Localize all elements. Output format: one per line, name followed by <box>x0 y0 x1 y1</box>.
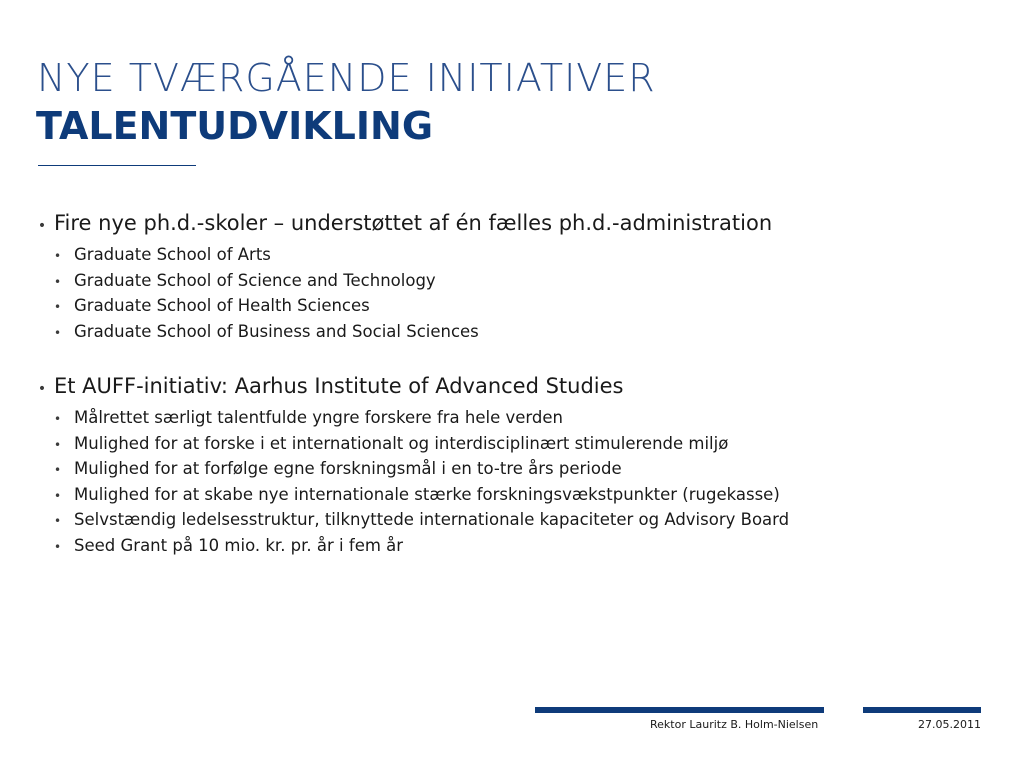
list-item <box>30 508 890 534</box>
list-item <box>30 432 890 458</box>
section-phd-schools <box>30 211 890 345</box>
list-item <box>30 294 890 320</box>
list-item <box>30 457 890 483</box>
bullet-icon: • <box>54 463 62 477</box>
slide-supertitle: NYE TVÆRGÅENDE INITIATIVER <box>37 56 656 100</box>
list-item <box>30 243 890 269</box>
list-item-text: Graduate School of Health Sciences <box>74 296 370 315</box>
bullet-icon: • <box>54 488 62 503</box>
list-item-text: Mulighed for at forske i et internationalt og interdisciplinært stimulerende miljø <box>74 433 729 453</box>
list-item-text: Mulighed for at skabe nye internationale stærke forskningsvækstpunkter (rugekasse) <box>74 484 780 504</box>
sub-list <box>30 406 890 559</box>
footer-presenter: Rektor Lauritz B. Holm-Nielsen <box>650 718 819 731</box>
list-item-text: Seed Grant på 10 mio. kr. pr. år i fem år <box>74 535 404 555</box>
bullet-icon: • <box>54 514 62 528</box>
bullet-icon: • <box>54 249 62 263</box>
list-item-text: Graduate School of Science and Technology <box>74 270 436 290</box>
list-item <box>30 406 890 432</box>
bullet-icon: • <box>54 539 62 554</box>
list-item <box>30 534 890 560</box>
footer-date: 27.05.2011 <box>918 718 981 731</box>
footer-bar-date <box>863 707 981 713</box>
list-item-text: Mulighed for at forfølge egne forskningsmål i en to-tre års periode <box>74 459 622 478</box>
section-heading-text: Fire nye ph.d.-skoler – understøttet af én fælles ph.d.-administration <box>54 211 773 235</box>
list-item-text: Graduate School of Business and Social Sciences <box>74 321 479 341</box>
bullet-icon: • <box>37 381 47 397</box>
footer-bar-presenter <box>535 707 824 713</box>
list-item <box>30 269 890 295</box>
list-item-text: Graduate School of Arts <box>74 245 271 264</box>
list-item <box>30 483 890 509</box>
list-item-text: Selvstændig ledelsesstruktur, tilknyttede internationale kapaciteter og Advisory Board <box>74 510 790 529</box>
bullet-icon: • <box>37 218 47 234</box>
bullet-icon: • <box>54 274 62 289</box>
section-heading <box>30 211 890 235</box>
bullet-icon: • <box>54 412 62 426</box>
list-item-text: Målrettet særligt talentfulde yngre forskere fra hele verden <box>74 408 563 427</box>
list-item <box>30 320 890 346</box>
section-heading <box>30 374 890 398</box>
bullet-icon: • <box>54 300 62 314</box>
section-heading-text: Et AUFF-initiativ: Aarhus Institute of Advanced Studies <box>54 374 624 398</box>
title-divider <box>38 165 196 166</box>
bullet-icon: • <box>54 437 62 452</box>
sub-list <box>30 243 890 345</box>
section-auff-initiative <box>30 374 890 559</box>
bullet-icon: • <box>54 325 62 340</box>
slide-title: TALENTUDVIKLING <box>36 104 434 148</box>
